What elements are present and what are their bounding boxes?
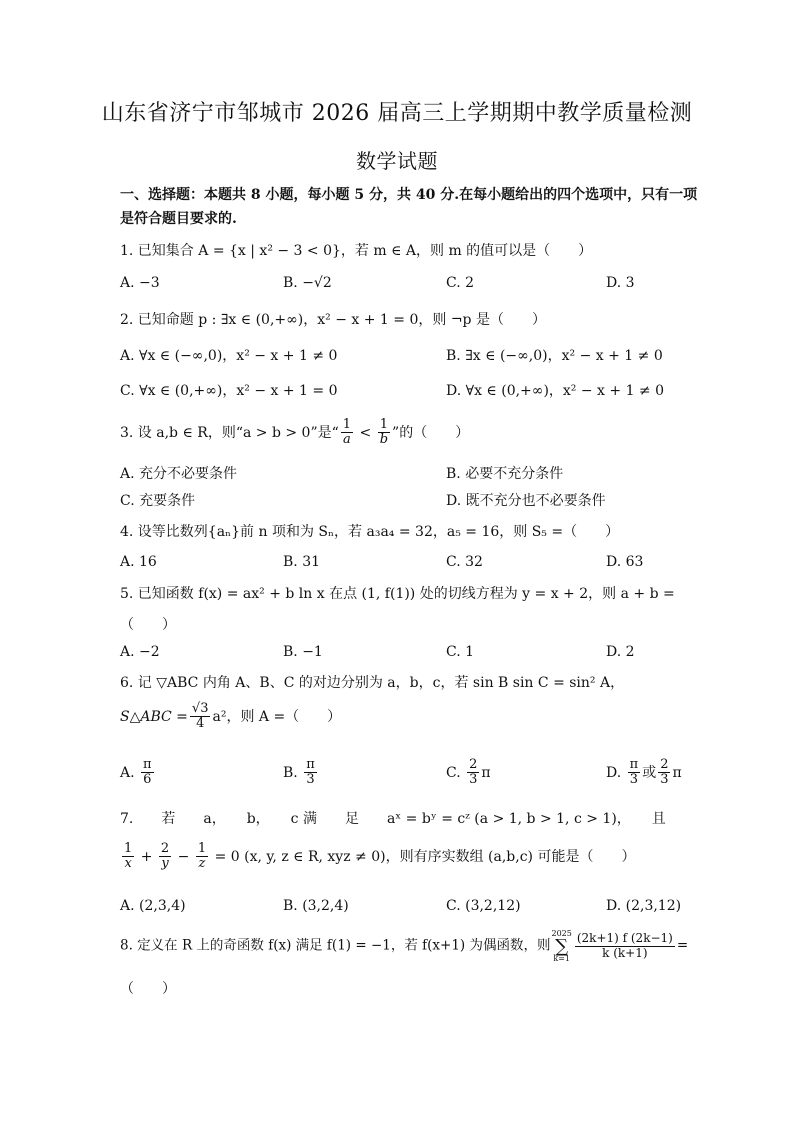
q5-option-c: C. 1 (446, 644, 475, 660)
q4-option-d: D. 63 (606, 554, 644, 570)
q6-option-a-num: π (143, 757, 152, 772)
q6-stem-end: a²，则 A =（ ） (212, 708, 342, 725)
q6-option-d-or: 或 (642, 764, 657, 781)
q6-option-b-label: B. (283, 764, 298, 781)
q7-stem-tail: = 0 (x, y, z ∈ R, xyz ≠ 0)，则有序实数组 (a,b,c) 可能是（ ） (210, 848, 636, 865)
q3-stem-start: 3. 设 a,b ∈ R，则“a > b > 0”是“ (120, 424, 339, 441)
q1-option-d: D. 3 (606, 275, 635, 291)
q4-option-a: A. 16 (120, 554, 157, 570)
q3-option-d: D. 既不充分也不必要条件 (446, 493, 606, 509)
q3-frac1-numerator: 1 (342, 417, 352, 432)
q6-option-a-label: A. (120, 764, 135, 781)
q6-option-a-den: 6 (143, 772, 152, 788)
q6-option-a-fraction (141, 758, 154, 788)
q6-area-symbol: S△ABC = (120, 708, 188, 725)
q6-area-denominator: 4 (196, 716, 205, 732)
q6-option-b (283, 758, 319, 788)
q6-option-b-num: π (306, 757, 315, 772)
q3-stem-end: ”的（ ） (392, 424, 470, 441)
page-subtitle: 数学试题 (356, 149, 438, 173)
page-title: 山东省济宁市邹城市 2026 届高三上学期期中教学质量检测 (101, 101, 693, 126)
q6-option-d-tail: π (672, 764, 682, 781)
question-8-stem-cont: （ ） (120, 981, 176, 997)
q3-fraction-2 (378, 418, 390, 448)
q8-sum-lower: k=1 (553, 953, 570, 963)
question-7-stem-cont (120, 842, 635, 872)
question-8-stem (120, 930, 688, 962)
q6-option-d-label: D. (606, 764, 622, 781)
question-4-stem: 4. 设等比数列{aₙ}前 n 项和为 Sₙ，若 a₃a₄ = 32，a₅ = 16，则 S₅ =（ ） (120, 524, 620, 540)
q7-frac1-num: 1 (124, 841, 133, 856)
q7-option-a: A. (2,3,4) (120, 898, 186, 914)
q7-frac3-den: z (198, 856, 206, 872)
q3-option-c: C. 充要条件 (120, 493, 196, 509)
q2-option-c: C. ∀x ∈ (0,+∞)，x² − x + 1 = 0 (120, 383, 338, 399)
q8-frac-den: k (k+1) (602, 945, 648, 960)
q7-frac1-den: x (124, 856, 132, 872)
q3-frac-operator: < (355, 424, 376, 441)
q7-option-b: B. (3,2,4) (283, 898, 349, 914)
q8-stem-end: = (676, 937, 689, 954)
q3-frac2-numerator: 1 (379, 417, 388, 432)
q6-option-d-fraction-2 (658, 758, 670, 788)
q7-op-1: + (136, 848, 157, 865)
q6-area-numerator: √3 (191, 701, 209, 716)
q6-option-d (606, 758, 682, 788)
q6-option-d-num: π (629, 757, 639, 772)
q4-option-b: B. 31 (283, 554, 321, 570)
q6-option-d-den: 3 (629, 772, 639, 788)
q5-option-d: D. 2 (606, 644, 635, 660)
q8-summation (551, 930, 571, 962)
q7-frac2-den: y (161, 856, 169, 872)
question-1-stem: 1. 已知集合 A = {x | x² − 3 < 0}，若 m ∈ A，则 m 的值可以是（ ） (120, 243, 593, 259)
question-6-stem: 6. 记 ▽ABC 内角 A、B、C 的对边分别为 a，b，c，若 sin B sin C = sin² A， (120, 675, 625, 691)
q6-option-c-tail: π (481, 764, 491, 781)
q4-option-c: C. 32 (446, 554, 483, 570)
q6-option-d-num-2: 2 (660, 757, 669, 772)
q7-option-d: D. (2,3,12) (606, 898, 682, 914)
q7-option-c: C. (3,2,12) (446, 898, 521, 914)
q6-option-b-fraction (304, 758, 317, 788)
question-7-stem: 7. 若 a， b， c 满 足 aˣ = bʸ = cᶻ (a > 1, b > 1, c > 1)， 且 (120, 811, 666, 827)
q3-fraction-1 (341, 418, 353, 448)
q7-frac-3 (196, 842, 208, 872)
q6-option-c-label: C. (446, 764, 461, 781)
question-6-stem-cont (120, 702, 341, 732)
question-5-stem: 5. 已知函数 f(x) = ax² + b ln x 在点 (1, f(1)) 处的切线方程为 y = x + 2，则 a + b = (120, 586, 675, 602)
q6-option-c-num: 2 (469, 757, 478, 772)
q2-option-d: D. ∀x ∈ (0,+∞)，x² − x + 1 ≠ 0 (446, 383, 665, 399)
q2-option-b: B. ∃x ∈ (−∞,0)，x² − x + 1 ≠ 0 (446, 348, 663, 364)
q8-sum-fraction (575, 932, 675, 959)
q1-option-a: A. −3 (120, 275, 160, 291)
q8-sum-symbol: ∑ (555, 935, 569, 957)
q5-option-a: A. −2 (120, 644, 160, 660)
q6-area-fraction (190, 702, 211, 732)
q5-option-b: B. −1 (283, 644, 323, 660)
q3-frac1-denominator: a (343, 432, 351, 448)
q7-frac3-num: 1 (197, 841, 207, 856)
question-3-stem (120, 418, 469, 448)
q6-option-c (446, 758, 491, 788)
q3-option-b: B. 必要不充分条件 (446, 466, 564, 482)
q7-frac-1 (122, 842, 134, 872)
q3-frac2-denominator: b (379, 432, 389, 448)
q8-stem-start: 8. 定义在 R 上的奇函数 f(x) 满足 f(1) = −1，若 f(x+1) 为偶函数，则 (120, 937, 551, 954)
section-heading-cont: 是符合题目要求的. (120, 211, 237, 227)
q8-frac-num: (2k+1) f (2k−1) (576, 931, 673, 946)
question-5-stem-cont: （ ） (120, 617, 176, 633)
q8-sum-upper: 2025 (551, 929, 572, 938)
q6-option-a (120, 758, 156, 788)
q1-option-c: C. 2 (446, 275, 475, 291)
q6-option-c-fraction (467, 758, 479, 788)
q3-option-a: A. 充分不必要条件 (120, 466, 238, 482)
q6-option-b-den: 3 (306, 772, 315, 788)
q6-option-d-fraction (628, 758, 641, 788)
q2-option-a: A. ∀x ∈ (−∞,0)，x² − x + 1 ≠ 0 (120, 348, 338, 364)
q7-frac2-num: 2 (160, 841, 170, 856)
q6-option-d-den-2: 3 (660, 772, 669, 788)
q7-frac-2 (159, 842, 171, 872)
question-2-stem: 2. 已知命题 p : ∃x ∈ (0,+∞)，x² − x + 1 = 0，则 ¬p 是（ ） (120, 312, 546, 328)
section-heading: 一、选择题：本题共 8 小题，每小题 5 分，共 40 分.在每小题给出的四个选项中，只有一项 (120, 187, 698, 203)
q7-op-2: − (173, 848, 194, 865)
q6-option-c-den: 3 (469, 772, 478, 788)
q1-option-b: B. −√2 (283, 275, 332, 291)
